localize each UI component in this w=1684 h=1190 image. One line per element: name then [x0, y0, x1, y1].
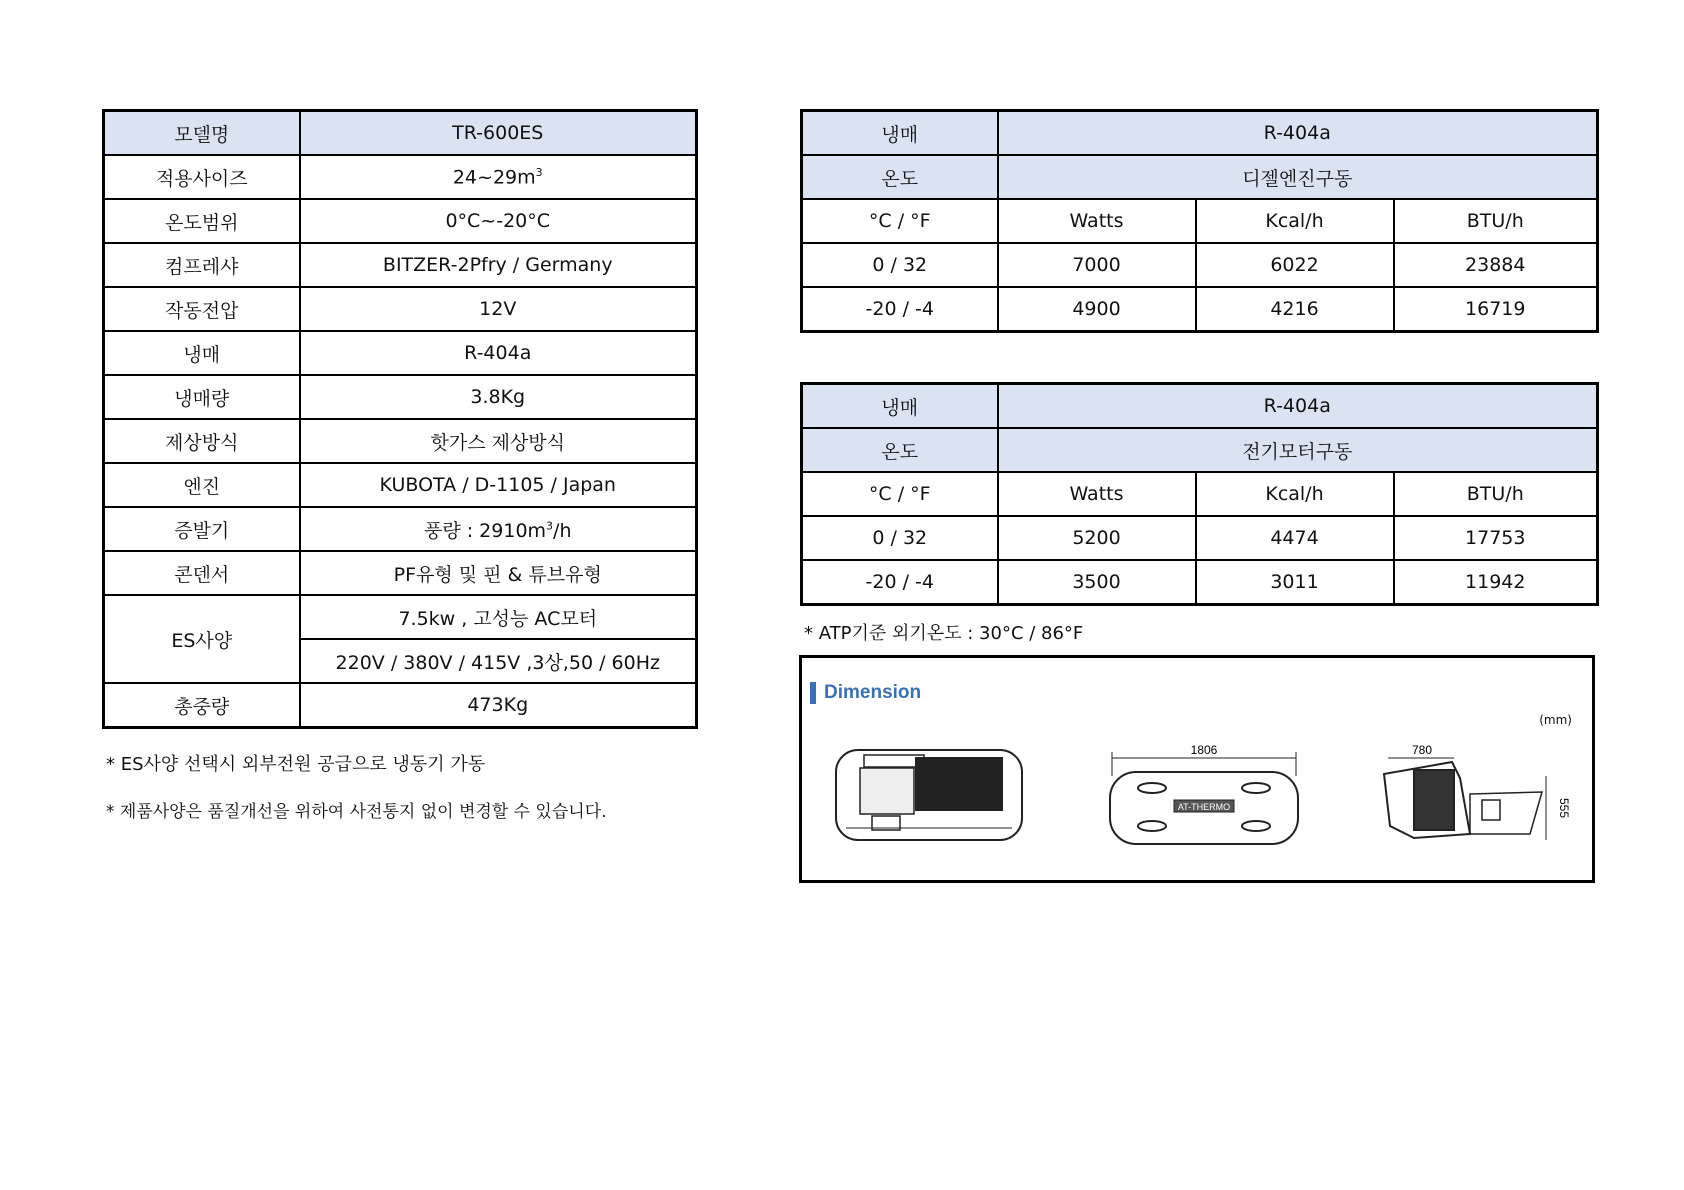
spec-row — [104, 463, 697, 507]
spec-label: 컴프레샤 — [104, 243, 300, 287]
spec-value: R-404a — [300, 331, 697, 375]
table-cell: 23884 — [1394, 243, 1598, 287]
spec-row — [104, 287, 697, 331]
spec-label: 온도범위 — [104, 199, 300, 243]
table-cell: 4900 — [998, 287, 1196, 332]
spec-row — [104, 375, 697, 419]
spec-value: TR-600ES — [300, 111, 697, 156]
table-cell: 4474 — [1196, 516, 1394, 560]
spec-row — [104, 155, 697, 199]
table-row — [802, 243, 1598, 287]
depth-dimension-label: 780 — [1411, 743, 1433, 757]
column-header: BTU/h — [1394, 472, 1598, 516]
front-view-drawing — [836, 750, 1022, 840]
performance-table-electric — [800, 382, 1599, 606]
spec-label: 작동전압 — [104, 287, 300, 331]
brand-label: AT-THERMO — [1177, 802, 1231, 812]
temp-label: 온도 — [802, 428, 998, 472]
table-cell: 3011 — [1196, 560, 1394, 605]
spec-label: 총중량 — [104, 683, 300, 728]
atp-note: * ATP기준 외기온도 : 30°C / 86°F — [804, 623, 1084, 644]
drive-type: 디젤엔진구동 — [998, 155, 1598, 199]
top-view-drawing — [1110, 752, 1298, 844]
spec-row — [104, 507, 697, 551]
table-cell: 7000 — [998, 243, 1196, 287]
table-cell: 0 / 32 — [802, 243, 998, 287]
column-header: BTU/h — [1394, 199, 1598, 243]
refrigerant-value: R-404a — [998, 111, 1598, 156]
table-cell: -20 / -4 — [802, 560, 998, 605]
performance-table-diesel — [800, 109, 1599, 333]
spec-row — [104, 331, 697, 375]
table-row — [802, 560, 1598, 605]
column-header: Kcal/h — [1196, 472, 1394, 516]
spec-label: 적용사이즈 — [104, 155, 300, 199]
column-header: Watts — [998, 472, 1196, 516]
dimension-drawings — [802, 658, 1592, 880]
es-note: * ES사양 선택시 외부전원 공급으로 냉동기 가동 — [106, 754, 486, 775]
spec-value: $24\sim 29m^3$ — [300, 155, 697, 199]
table-cell: 4216 — [1196, 287, 1394, 332]
spec-label: 엔진 — [104, 463, 300, 507]
table-cell: -20 / -4 — [802, 287, 998, 332]
spec-value: 7.5kw , 고성능 AC모터 — [300, 595, 697, 639]
spec-row — [104, 595, 697, 639]
spec-value: BITZER-2Pfry / Germany — [300, 243, 697, 287]
dimension-panel — [799, 655, 1595, 883]
spec-value: 0°C~-20°C — [300, 199, 697, 243]
spec-row — [104, 243, 697, 287]
unit-label: (mm) — [1539, 713, 1572, 727]
spec-row — [104, 683, 697, 728]
temp-label: 온도 — [802, 155, 998, 199]
spec-label: 냉매 — [104, 331, 300, 375]
spec-value: 3.8Kg — [300, 375, 697, 419]
spec-row — [104, 199, 697, 243]
spec-value: 풍량 : $2910m^3/h$ — [300, 507, 697, 551]
spec-label: 제상방식 — [104, 419, 300, 463]
spec-row — [104, 111, 697, 156]
table-cell: 6022 — [1196, 243, 1394, 287]
spec-value: 12V — [300, 287, 697, 331]
table-cell: 11942 — [1394, 560, 1598, 605]
table-row — [802, 287, 1598, 332]
spec-value: 220V / 380V / 415V ,3상,50 / 60Hz — [300, 639, 697, 683]
column-header: Watts — [998, 199, 1196, 243]
table-cell: 17753 — [1394, 516, 1598, 560]
spec-table — [102, 109, 698, 729]
spec-row — [104, 551, 697, 595]
refrigerant-label: 냉매 — [802, 111, 998, 156]
refrigerant-label: 냉매 — [802, 384, 998, 429]
column-header: Kcal/h — [1196, 199, 1394, 243]
spec-label: 콘덴서 — [104, 551, 300, 595]
spec-value: PF유형 및 핀 & 튜브유형 — [300, 551, 697, 595]
spec-value: 473Kg — [300, 683, 697, 728]
spec-row — [104, 419, 697, 463]
table-cell: 16719 — [1394, 287, 1598, 332]
spec-value: 핫가스 제상방식 — [300, 419, 697, 463]
spec-label: 모델명 — [104, 111, 300, 156]
spec-label: 냉매량 — [104, 375, 300, 419]
spec-label: ES사양 — [104, 595, 300, 683]
table-cell: 0 / 32 — [802, 516, 998, 560]
table-cell: 5200 — [998, 516, 1196, 560]
refrigerant-value: R-404a — [998, 384, 1598, 429]
height-dimension-label: 555 — [1557, 797, 1571, 819]
drive-type: 전기모터구동 — [998, 428, 1598, 472]
table-row — [802, 516, 1598, 560]
width-dimension-label: 1806 — [1190, 743, 1218, 757]
spec-label: 증발기 — [104, 507, 300, 551]
spec-value: KUBOTA / D-1105 / Japan — [300, 463, 697, 507]
column-header: °C / °F — [802, 472, 998, 516]
change-note: * 제품사양은 품질개선을 위하여 사전통지 없이 변경할 수 있습니다. — [106, 802, 607, 822]
side-view-drawing — [1384, 758, 1546, 840]
column-header: °C / °F — [802, 199, 998, 243]
table-cell: 3500 — [998, 560, 1196, 605]
dimension-title: Dimension — [810, 682, 921, 704]
